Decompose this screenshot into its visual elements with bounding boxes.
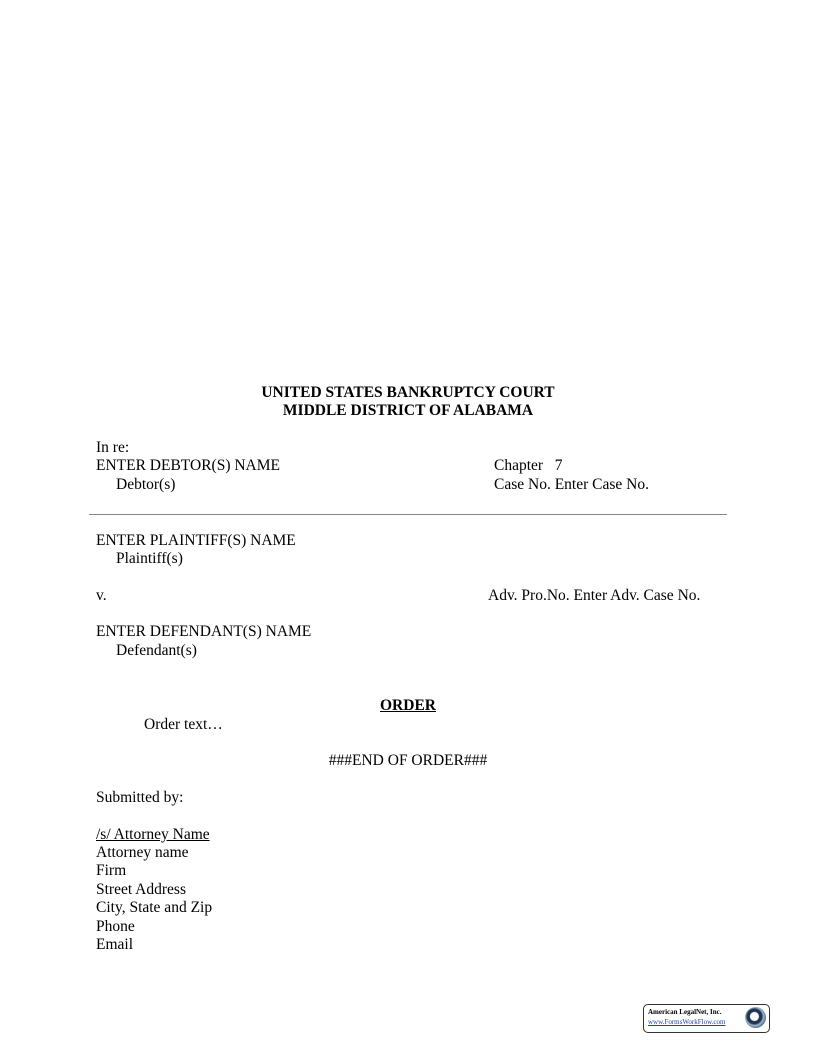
- logo-website-link[interactable]: www.FormsWorkFlow.com: [648, 1018, 726, 1026]
- chapter: Chapter 7: [494, 457, 563, 474]
- court-district: MIDDLE DISTRICT OF ALABAMA: [282, 402, 534, 419]
- end-of-order: ###END OF ORDER###: [328, 752, 488, 769]
- order-text: Order text…: [144, 716, 223, 733]
- court-name: UNITED STATES BANKRUPTCY COURT: [261, 384, 555, 401]
- in-re-label: In re:: [96, 439, 130, 456]
- adv-case-number: Adv. Pro.No. Enter Adv. Case No.: [488, 587, 701, 604]
- case-number: Case No. Enter Case No.: [494, 476, 649, 493]
- attorney-city-state-zip: City, State and Zip: [96, 899, 213, 916]
- attorney-street: Street Address: [96, 881, 186, 898]
- attorney-name: Attorney name: [96, 844, 189, 861]
- globe-icon: [745, 1007, 766, 1028]
- logo-company-name: American LegalNet, Inc.: [648, 1008, 722, 1016]
- debtor-label: Debtor(s): [116, 476, 176, 493]
- defendant-name: ENTER DEFENDANT(S) NAME: [96, 623, 312, 640]
- attorney-firm: Firm: [96, 862, 127, 879]
- order-title: ORDER: [380, 697, 436, 714]
- caption-divider: [89, 514, 727, 515]
- plaintiff-label: Plaintiff(s): [116, 550, 183, 567]
- defendant-label: Defendant(s): [116, 642, 197, 659]
- attorney-signature: /s/ Attorney Name: [96, 826, 210, 843]
- attorney-phone: Phone: [96, 918, 135, 935]
- versus: v.: [96, 587, 107, 604]
- american-legalnet-logo: [643, 1004, 770, 1033]
- attorney-email: Email: [96, 936, 134, 953]
- debtor-name: ENTER DEBTOR(S) NAME: [96, 457, 280, 474]
- submitted-by-label: Submitted by:: [96, 789, 184, 806]
- plaintiff-name: ENTER PLAINTIFF(S) NAME: [96, 532, 296, 549]
